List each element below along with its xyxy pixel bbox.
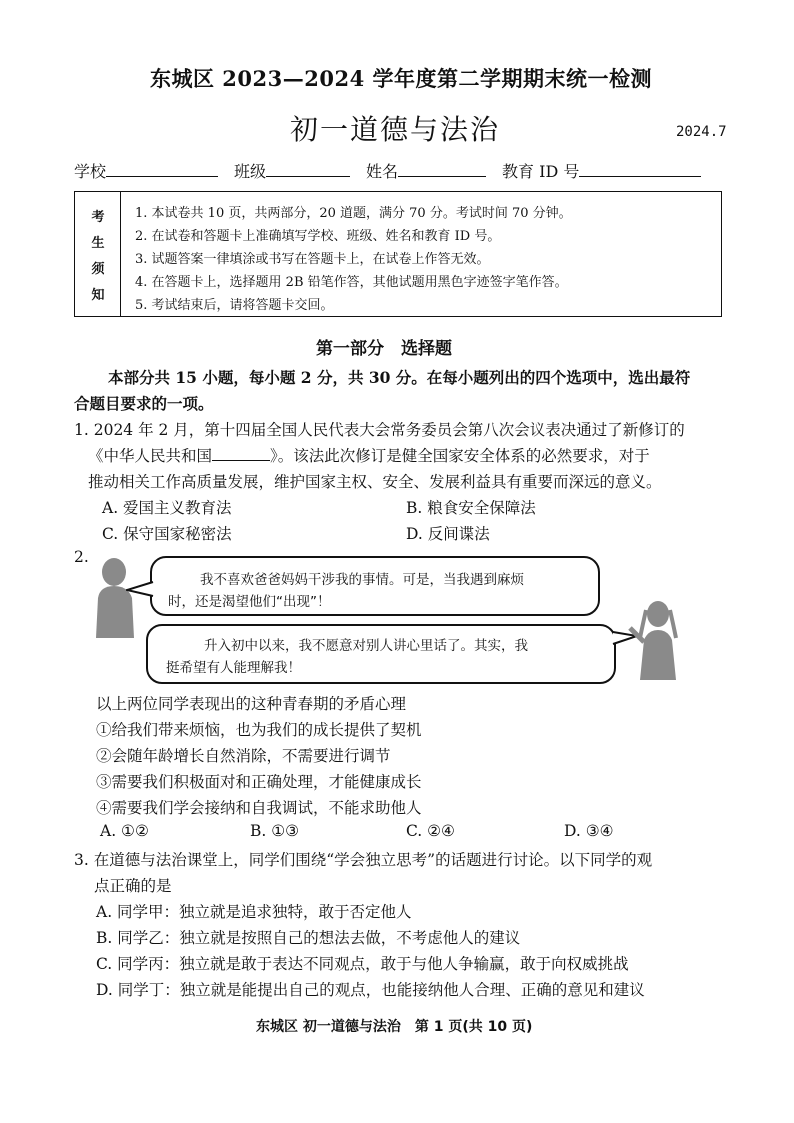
bubble-girl-line2: 挺希望有人能理解我！	[166, 660, 301, 676]
q2-statement: ④需要我们学会接纳和自我调试，不能求助他人	[96, 799, 422, 817]
notice-item: 4. 在答题卡上，选择题用 2B 铅笔作答，其他试题用黑色字迹签字笔作答。	[135, 275, 568, 290]
name-blank[interactable]	[398, 162, 486, 177]
name-label: 姓名	[366, 162, 399, 181]
bubble-pointer-left-icon	[126, 580, 154, 598]
q1-option-a[interactable]: A. 爱国主义教育法	[102, 499, 232, 517]
section-title: 第一部分 选择题	[316, 339, 452, 359]
exam-date: 2024.7	[676, 124, 727, 140]
girl-silhouette-icon	[626, 600, 688, 680]
q2-number: 2.	[74, 548, 89, 566]
page-footer: 东城区 初一道德与法治 第 1 页(共 10 页)	[256, 1019, 533, 1035]
school-blank[interactable]	[106, 162, 218, 177]
exam-notice-box	[74, 191, 722, 317]
class-label: 班级	[234, 162, 267, 181]
q3-option-d[interactable]: D. 同学丁：独立就是能提出自己的观点，也能接纳他人合理、正确的意见和建议	[96, 981, 645, 999]
q2-option-b[interactable]: B. ①③	[250, 822, 300, 840]
q2-option-a[interactable]: A. ①②	[100, 822, 149, 840]
q3-line1: 3. 在道德与法治课堂上，同学们围绕“学会独立思考”的话题进行讨论。以下同学的观	[74, 851, 653, 869]
notice-item: 2. 在试卷和答题卡上准确填写学校、班级、姓名和教育 ID 号。	[135, 229, 501, 244]
q1-line3: 推动相关工作高质量发展，维护国家主权、安全、发展利益具有重要而深远的意义。	[88, 473, 662, 491]
q2-option-c[interactable]: C. ②④	[406, 822, 455, 840]
q2-statement: ①给我们带来烦恼，也为我们的成长提供了契机	[96, 721, 422, 739]
edu-id-blank[interactable]	[579, 162, 701, 177]
q1-line2-post: 》。该法此次修订是健全国家安全体系的必然要求，对于	[270, 447, 650, 465]
q1-answer-blank	[212, 446, 270, 461]
edu-id-label: 教育 ID 号	[502, 162, 580, 181]
q1-option-c[interactable]: C. 保守国家秘密法	[102, 525, 232, 543]
notice-label-char: 生	[91, 236, 105, 251]
q1-line1: 1. 2024 年 2 月，第十四届全国人民代表大会常务委员会第八次会议表决通过了新修订的	[74, 421, 685, 439]
class-blank[interactable]	[266, 162, 350, 177]
bubble-boy-line1: 我不喜欢爸爸妈妈干涉我的事情。可是，当我遇到麻烦	[200, 572, 524, 588]
q3-option-a[interactable]: A. 同学甲：独立就是追求独特，敢于否定他人	[96, 903, 412, 921]
q3-line2: 点正确的是	[94, 877, 172, 895]
q1-option-d[interactable]: D. 反间谍法	[406, 525, 490, 543]
subject-title: 初一道德与法治	[290, 113, 501, 146]
section-intro-line1: 本部分共 15 小题，每小题 2 分，共 30 分。在每小题列出的四个选项中，选出最符	[108, 368, 691, 387]
bubble-boy-line2: 时，还是渴望他们“出现”！	[168, 594, 331, 610]
student-info-fields	[74, 159, 701, 182]
notice-item: 3. 试题答案一律填涂或书写在答题卡上，在试卷上作答无效。	[135, 252, 490, 267]
bubble-girl-line1: 升入初中以来，我不愿意对别人讲心里话了。其实，我	[204, 638, 528, 654]
q2-statement: ②会随年龄增长自然消除，不需要进行调节	[96, 747, 391, 765]
notice-label-char: 知	[91, 288, 105, 303]
q2-stem: 以上两位同学表现出的这种青春期的矛盾心理	[96, 695, 407, 713]
notice-label	[75, 192, 121, 316]
q1-line2	[88, 444, 650, 466]
notice-item: 1. 本试卷共 10 页，共两部分，20 道题，满分 70 分。考试时间 70 分钟。	[135, 206, 572, 221]
notice-item: 5. 考试结束后，请将答题卡交回。	[135, 298, 334, 313]
section-intro-line2: 合题目要求的一项。	[74, 394, 214, 413]
q2-statement: ③需要我们积极面对和正确处理，才能健康成长	[96, 773, 422, 791]
q1-option-b[interactable]: B. 粮食安全保障法	[406, 499, 536, 517]
school-label: 学校	[74, 162, 107, 181]
q3-option-c[interactable]: C. 同学丙：独立就是敢于表达不同观点，敢于与他人争输赢，敢于向权威挑战	[96, 955, 629, 973]
q1-line2-pre: 《中华人民共和国	[88, 447, 213, 465]
notice-label-char: 须	[91, 262, 105, 277]
exam-title: 东城区 2023—2024 学年度第二学期期末统一检测	[150, 66, 653, 91]
q3-option-b[interactable]: B. 同学乙：独立就是按照自己的想法去做，不考虑他人的建议	[96, 929, 521, 947]
q2-option-d[interactable]: D. ③④	[564, 822, 614, 840]
notice-label-char: 考	[91, 210, 105, 225]
